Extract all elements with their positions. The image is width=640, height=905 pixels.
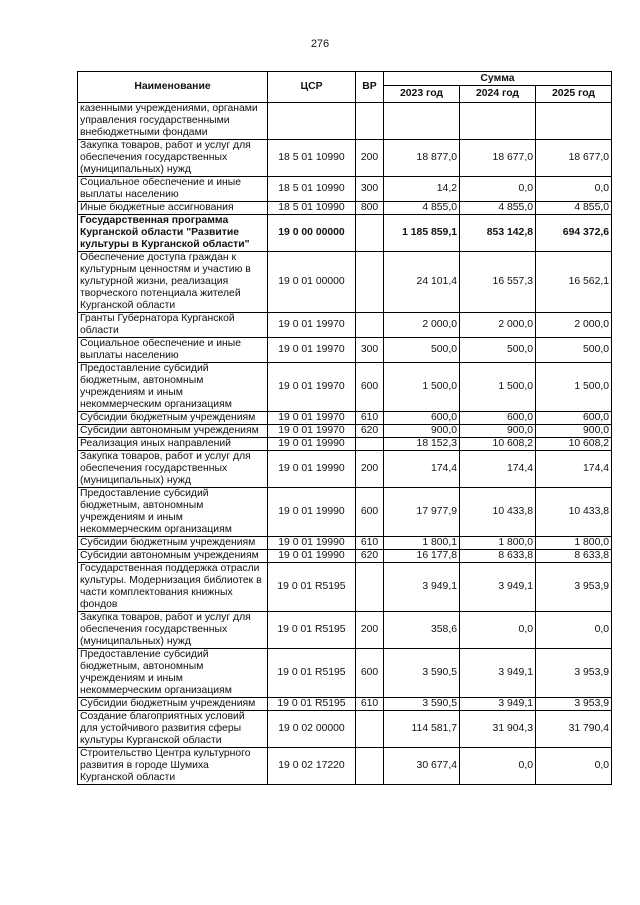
- row-value-2024: 1 500,0: [460, 363, 536, 412]
- row-value-2024: 16 557,3: [460, 252, 536, 313]
- row-csr-cell: 19 0 02 17220: [268, 748, 356, 785]
- row-vr-cell: 620: [356, 425, 384, 438]
- row-value-2023: 3 949,1: [384, 563, 460, 612]
- row-csr-cell: 19 0 01 19990: [268, 537, 356, 550]
- table-row: [78, 215, 612, 252]
- table-row: [78, 537, 612, 550]
- row-vr-cell: 600: [356, 363, 384, 412]
- row-value-2023: 3 590,5: [384, 698, 460, 711]
- table-row: [78, 612, 612, 649]
- table-row: [78, 252, 612, 313]
- header-year-2025: 2025 год: [536, 86, 612, 103]
- row-csr-cell: 19 0 01 00000: [268, 252, 356, 313]
- row-name-cell: Субсидии бюджетным учреждениям: [78, 698, 268, 711]
- row-value-2025: [536, 103, 612, 140]
- row-value-2024: 8 633,8: [460, 550, 536, 563]
- row-value-2023: [384, 103, 460, 140]
- row-name-cell: Предоставление субсидий бюджетным, автономным учреждениям и иным некоммерческим организациям: [78, 488, 268, 537]
- row-csr-cell: 19 0 01 19990: [268, 550, 356, 563]
- row-value-2023: 500,0: [384, 338, 460, 363]
- row-name-cell: Иные бюджетные ассигнования: [78, 202, 268, 215]
- row-vr-cell: [356, 103, 384, 140]
- row-csr-cell: 19 0 01 R5195: [268, 649, 356, 698]
- row-name-cell: Субсидии автономным учреждениям: [78, 550, 268, 563]
- row-value-2025: 2 000,0: [536, 313, 612, 338]
- row-value-2025: 174,4: [536, 451, 612, 488]
- row-vr-cell: [356, 313, 384, 338]
- row-name-cell: Гранты Губернатора Курганской области: [78, 313, 268, 338]
- row-value-2024: 900,0: [460, 425, 536, 438]
- row-value-2024: 18 677,0: [460, 140, 536, 177]
- row-vr-cell: [356, 215, 384, 252]
- row-csr-cell: 18 5 01 10990: [268, 140, 356, 177]
- row-value-2023: 1 185 859,1: [384, 215, 460, 252]
- row-value-2023: 18 877,0: [384, 140, 460, 177]
- table-row: [78, 438, 612, 451]
- row-value-2024: 3 949,1: [460, 698, 536, 711]
- row-vr-cell: 300: [356, 338, 384, 363]
- row-value-2025: 694 372,6: [536, 215, 612, 252]
- row-csr-cell: 19 0 01 R5195: [268, 563, 356, 612]
- row-value-2024: 3 949,1: [460, 563, 536, 612]
- row-value-2025: 0,0: [536, 612, 612, 649]
- row-value-2024: 10 608,2: [460, 438, 536, 451]
- table-row: [78, 550, 612, 563]
- row-value-2025: 900,0: [536, 425, 612, 438]
- row-value-2023: 600,0: [384, 412, 460, 425]
- budget-table: [77, 71, 612, 785]
- table-row: [78, 711, 612, 748]
- table-row: [78, 698, 612, 711]
- row-csr-cell: 19 0 02 00000: [268, 711, 356, 748]
- row-value-2023: 4 855,0: [384, 202, 460, 215]
- header-csr: ЦСР: [268, 72, 356, 103]
- row-value-2025: 3 953,9: [536, 563, 612, 612]
- row-vr-cell: 620: [356, 550, 384, 563]
- row-value-2023: 18 152,3: [384, 438, 460, 451]
- table-row: [78, 338, 612, 363]
- row-vr-cell: [356, 748, 384, 785]
- row-vr-cell: [356, 563, 384, 612]
- table-row: [78, 313, 612, 338]
- row-name-cell: Государственная поддержка отрасли культуры. Модернизация библиотек в части комплектования книжных фондов: [78, 563, 268, 612]
- row-value-2025: 3 953,9: [536, 649, 612, 698]
- table-row: [78, 412, 612, 425]
- table-row: [78, 140, 612, 177]
- row-name-cell: Предоставление субсидий бюджетным, автономным учреждениям и иным некоммерческим организациям: [78, 649, 268, 698]
- row-value-2023: 17 977,9: [384, 488, 460, 537]
- row-csr-cell: 18 5 01 10990: [268, 202, 356, 215]
- row-vr-cell: [356, 252, 384, 313]
- table-header: [78, 72, 612, 103]
- row-csr-cell: 19 0 01 R5195: [268, 612, 356, 649]
- page-number: 276: [310, 38, 330, 50]
- table-row: [78, 425, 612, 438]
- row-csr-cell: 19 0 01 19990: [268, 451, 356, 488]
- row-value-2025: 10 433,8: [536, 488, 612, 537]
- row-name-cell: Закупка товаров, работ и услуг для обеспечения государственных (муниципальных) нужд: [78, 451, 268, 488]
- row-value-2024: 0,0: [460, 612, 536, 649]
- row-name-cell: Государственная программа Курганской области "Развитие культуры в Курганской области": [78, 215, 268, 252]
- row-value-2024: 600,0: [460, 412, 536, 425]
- row-value-2023: 174,4: [384, 451, 460, 488]
- header-name: Наименование: [78, 72, 268, 103]
- row-name-cell: Обеспечение доступа граждан к культурным ценностям и участию в культурной жизни, реализация творческого потенциала жителей Курганской области: [78, 252, 268, 313]
- row-vr-cell: 610: [356, 537, 384, 550]
- row-vr-cell: 200: [356, 140, 384, 177]
- row-value-2025: 16 562,1: [536, 252, 612, 313]
- row-value-2023: 1 500,0: [384, 363, 460, 412]
- row-name-cell: Субсидии автономным учреждениям: [78, 425, 268, 438]
- row-value-2024: 1 800,0: [460, 537, 536, 550]
- row-vr-cell: [356, 438, 384, 451]
- table-row: [78, 103, 612, 140]
- row-value-2024: 10 433,8: [460, 488, 536, 537]
- row-name-cell: Закупка товаров, работ и услуг для обеспечения государственных (муниципальных) нужд: [78, 140, 268, 177]
- row-value-2025: 10 608,2: [536, 438, 612, 451]
- table-row: [78, 748, 612, 785]
- row-value-2023: 900,0: [384, 425, 460, 438]
- row-value-2023: 2 000,0: [384, 313, 460, 338]
- row-vr-cell: 600: [356, 488, 384, 537]
- row-vr-cell: 300: [356, 177, 384, 202]
- header-sum: Сумма: [384, 72, 612, 86]
- row-csr-cell: 19 0 01 19970: [268, 338, 356, 363]
- row-value-2024: 174,4: [460, 451, 536, 488]
- table-row: [78, 488, 612, 537]
- row-value-2023: 3 590,5: [384, 649, 460, 698]
- row-value-2025: 3 953,9: [536, 698, 612, 711]
- table-row: [78, 177, 612, 202]
- row-name-cell: Социальное обеспечение и иные выплаты населению: [78, 338, 268, 363]
- row-csr-cell: 19 0 01 19990: [268, 438, 356, 451]
- row-value-2024: 0,0: [460, 748, 536, 785]
- row-vr-cell: 610: [356, 698, 384, 711]
- row-name-cell: казенными учреждениями, органами управления государственными внебюджетными фондами: [78, 103, 268, 140]
- row-value-2024: 0,0: [460, 177, 536, 202]
- row-value-2025: 600,0: [536, 412, 612, 425]
- row-value-2023: 358,6: [384, 612, 460, 649]
- row-csr-cell: 19 0 01 19970: [268, 412, 356, 425]
- row-value-2025: 0,0: [536, 177, 612, 202]
- row-name-cell: Создание благоприятных условий для устойчивого развития сферы культуры Курганской области: [78, 711, 268, 748]
- row-name-cell: Субсидии бюджетным учреждениям: [78, 537, 268, 550]
- row-value-2024: 500,0: [460, 338, 536, 363]
- row-value-2023: 16 177,8: [384, 550, 460, 563]
- table-row: [78, 363, 612, 412]
- row-value-2025: 31 790,4: [536, 711, 612, 748]
- row-value-2025: 8 633,8: [536, 550, 612, 563]
- row-vr-cell: [356, 711, 384, 748]
- row-name-cell: Строительство Центра культурного развития в городе Шумиха Курганской области: [78, 748, 268, 785]
- header-vr: ВР: [356, 72, 384, 103]
- row-vr-cell: 800: [356, 202, 384, 215]
- row-value-2023: 30 677,4: [384, 748, 460, 785]
- table-body: [78, 103, 612, 785]
- row-value-2024: [460, 103, 536, 140]
- row-vr-cell: 610: [356, 412, 384, 425]
- table-row: [78, 202, 612, 215]
- row-csr-cell: 19 0 01 19970: [268, 363, 356, 412]
- row-vr-cell: 600: [356, 649, 384, 698]
- row-value-2024: 31 904,3: [460, 711, 536, 748]
- row-csr-cell: 18 5 01 10990: [268, 177, 356, 202]
- row-name-cell: Реализация иных направлений: [78, 438, 268, 451]
- row-value-2023: 1 800,1: [384, 537, 460, 550]
- row-csr-cell: 19 0 01 19970: [268, 313, 356, 338]
- header-year-2024: 2024 год: [460, 86, 536, 103]
- row-value-2025: 1 800,0: [536, 537, 612, 550]
- row-value-2024: 4 855,0: [460, 202, 536, 215]
- row-csr-cell: 19 0 01 19970: [268, 425, 356, 438]
- row-name-cell: Социальное обеспечение и иные выплаты населению: [78, 177, 268, 202]
- row-csr-cell: 19 0 01 19990: [268, 488, 356, 537]
- row-value-2023: 24 101,4: [384, 252, 460, 313]
- row-csr-cell: 19 0 01 R5195: [268, 698, 356, 711]
- row-name-cell: Субсидии бюджетным учреждениям: [78, 412, 268, 425]
- row-value-2024: 853 142,8: [460, 215, 536, 252]
- row-vr-cell: 200: [356, 612, 384, 649]
- row-value-2024: 2 000,0: [460, 313, 536, 338]
- header-year-2023: 2023 год: [384, 86, 460, 103]
- row-value-2025: 4 855,0: [536, 202, 612, 215]
- row-value-2025: 0,0: [536, 748, 612, 785]
- row-value-2023: 114 581,7: [384, 711, 460, 748]
- row-value-2023: 14,2: [384, 177, 460, 202]
- row-value-2025: 18 677,0: [536, 140, 612, 177]
- table-row: [78, 563, 612, 612]
- row-name-cell: Закупка товаров, работ и услуг для обеспечения государственных (муниципальных) нужд: [78, 612, 268, 649]
- table-row: [78, 451, 612, 488]
- row-name-cell: Предоставление субсидий бюджетным, автономным учреждениям и иным некоммерческим организациям: [78, 363, 268, 412]
- row-csr-cell: [268, 103, 356, 140]
- table-row: [78, 649, 612, 698]
- row-value-2025: 1 500,0: [536, 363, 612, 412]
- row-vr-cell: 200: [356, 451, 384, 488]
- row-value-2025: 500,0: [536, 338, 612, 363]
- row-csr-cell: 19 0 00 00000: [268, 215, 356, 252]
- row-value-2024: 3 949,1: [460, 649, 536, 698]
